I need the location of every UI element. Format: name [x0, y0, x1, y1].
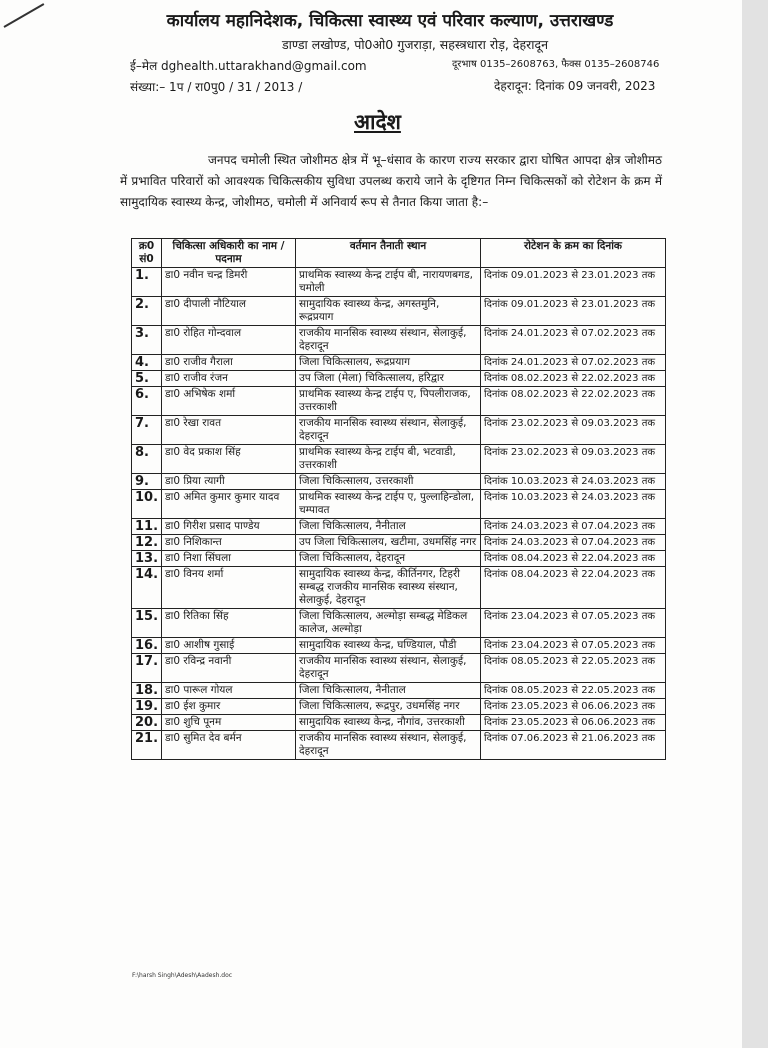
serial-cell: 5.	[132, 371, 162, 387]
posting-cell: जिला चिकित्सालय, नैनीताल	[296, 683, 481, 699]
serial-cell: 17.	[132, 654, 162, 683]
posting-cell: उप जिला (मेला) चिकित्सालय, हरिद्वार	[296, 371, 481, 387]
serial-cell: 21.	[132, 731, 162, 760]
table-row	[132, 609, 666, 638]
posting-cell: जिला चिकित्सालय, देहरादून	[296, 551, 481, 567]
officer-name-cell: डा0 राजीव रंजन	[162, 371, 296, 387]
table-row	[132, 445, 666, 474]
serial-cell: 4.	[132, 355, 162, 371]
rotation-date-cell: दिनांक 23.02.2023 से 09.03.2023 तक	[481, 445, 666, 474]
order-paragraph: जनपद चमोली स्थित जोशीमठ क्षेत्र में भू–धंसाव के कारण राज्य सरकार द्वारा घोषित आपदा क्षेत्र जोशीमठ में प्रभावित परिवारों को आवश्यक चिकित्सकीय सुविधा उपलब्ध कराये जाने के दृष्टिगत निम्न चिकित्सकों को रोटेशन के क्रम में सामुदायिक स्वास्थ्य केन्द्र, जोशीमठ, चमोली में अनिवार्य रूप से तैनात किया जाता है:–	[120, 153, 662, 209]
table-row	[132, 416, 666, 445]
posting-cell: राजकीय मानसिक स्वास्थ्य संस्थान, सेलाकुई, देहरादून	[296, 326, 481, 355]
serial-cell: 7.	[132, 416, 162, 445]
posting-cell: जिला चिकित्सालय, नैनीताल	[296, 519, 481, 535]
rotation-date-cell: दिनांक 24.03.2023 से 07.04.2023 तक	[481, 535, 666, 551]
officer-name-cell: डा0 अमित कुमार कुमार यादव	[162, 490, 296, 519]
header-officer: चिकित्सा अधिकारी का नाम / पदनाम	[162, 239, 296, 268]
serial-cell: 20.	[132, 715, 162, 731]
posting-cell: राजकीय मानसिक स्वास्थ्य संस्थान, सेलाकुई, देहरादून	[296, 416, 481, 445]
serial-cell: 1.	[132, 268, 162, 297]
rotation-date-cell: दिनांक 24.01.2023 से 07.02.2023 तक	[481, 355, 666, 371]
officer-name-cell: डा0 विनय शर्मा	[162, 567, 296, 609]
order-title: आदेश	[354, 110, 401, 134]
serial-cell: 13.	[132, 551, 162, 567]
table-row	[132, 638, 666, 654]
rotation-date-cell: दिनांक 09.01.2023 से 23.01.2023 तक	[481, 297, 666, 326]
rotation-date-cell: दिनांक 23.02.2023 से 09.03.2023 तक	[481, 416, 666, 445]
header-serial: क्र0 सं0	[132, 239, 162, 268]
table-row	[132, 387, 666, 416]
posting-cell: सामुदायिक स्वास्थ्य केन्द्र, कीर्तिनगर, टिहरी सम्बद्ध राजकीय मानसिक स्वास्थ्य संस्थान, सेलाकुई, देहरादून	[296, 567, 481, 609]
rotation-date-cell: दिनांक 24.01.2023 से 07.02.2023 तक	[481, 326, 666, 355]
officer-name-cell: डा0 निशिकान्त	[162, 535, 296, 551]
background-edge	[742, 0, 768, 1048]
officer-name-cell: डा0 पारूल गोयल	[162, 683, 296, 699]
table-row	[132, 654, 666, 683]
rotation-date-cell: दिनांक 23.04.2023 से 07.05.2023 तक	[481, 609, 666, 638]
table-row	[132, 567, 666, 609]
officer-name-cell: डा0 रितिका सिंह	[162, 609, 296, 638]
pen-mark	[4, 3, 45, 28]
serial-cell: 12.	[132, 535, 162, 551]
officer-name-cell: डा0 ईश कुमार	[162, 699, 296, 715]
table-row	[132, 371, 666, 387]
rotation-date-cell: दिनांक 09.01.2023 से 23.01.2023 तक	[481, 268, 666, 297]
posting-cell: जिला चिकित्सालय, रूद्रप्रयाग	[296, 355, 481, 371]
officer-name-cell: डा0 रविन्द्र नवानी	[162, 654, 296, 683]
officer-name-cell: डा0 रेखा रावत	[162, 416, 296, 445]
posting-cell: प्राथमिक स्वास्थ्य केन्द्र टाईप ए, पिपलीराजक, उत्तरकाशी	[296, 387, 481, 416]
rotation-date-cell: दिनांक 23.05.2023 से 06.06.2023 तक	[481, 715, 666, 731]
rotation-date-cell: दिनांक 08.02.2023 से 22.02.2023 तक	[481, 387, 666, 416]
posting-cell: उप जिला चिकित्सालय, खटीमा, उधमसिंह नगर	[296, 535, 481, 551]
officer-name-cell: डा0 अभिषेक शर्मा	[162, 387, 296, 416]
rotation-date-cell: दिनांक 23.04.2023 से 07.05.2023 तक	[481, 638, 666, 654]
officer-name-cell: डा0 दीपाली नौटियाल	[162, 297, 296, 326]
table-row	[132, 551, 666, 567]
rotation-date-cell: दिनांक 08.04.2023 से 22.04.2023 तक	[481, 567, 666, 609]
rotation-date-cell: दिनांक 07.06.2023 से 21.06.2023 तक	[481, 731, 666, 760]
table-row	[132, 699, 666, 715]
table-row	[132, 715, 666, 731]
table-row	[132, 535, 666, 551]
table-body	[132, 268, 666, 760]
officer-name-cell: डा0 राजीव गैराला	[162, 355, 296, 371]
rotation-date-cell: दिनांक 24.03.2023 से 07.04.2023 तक	[481, 519, 666, 535]
header-rotation-date: रोटेशन के क्रम का दिनांक	[481, 239, 666, 268]
header-posting: वर्तमान तैनाती स्थान	[296, 239, 481, 268]
office-email: ई–मेल dghealth.uttarakhand@gmail.com	[130, 59, 367, 73]
posting-cell: राजकीय मानसिक स्वास्थ्य संस्थान, सेलाकुई, देहरादून	[296, 731, 481, 760]
officer-name-cell: डा0 निशा सिंघला	[162, 551, 296, 567]
posting-cell: राजकीय मानसिक स्वास्थ्य संस्थान, सेलाकुई, देहरादून	[296, 654, 481, 683]
serial-cell: 14.	[132, 567, 162, 609]
rotation-date-cell: दिनांक 08.05.2023 से 22.05.2023 तक	[481, 654, 666, 683]
officer-name-cell: डा0 नवीन चन्द्र डिमरी	[162, 268, 296, 297]
rotation-date-cell: दिनांक 10.03.2023 से 24.03.2023 तक	[481, 474, 666, 490]
table-row	[132, 519, 666, 535]
rotation-table	[131, 238, 666, 760]
office-heading: कार्यालय महानिदेशक, चिकित्सा स्वास्थ्य एवं परिवार कल्याण, उत्तराखण्ड	[166, 11, 614, 31]
posting-cell: सामुदायिक स्वास्थ्य केन्द्र, घण्डियाल, पौडी	[296, 638, 481, 654]
officer-name-cell: डा0 शुचि पूनम	[162, 715, 296, 731]
posting-cell: जिला चिकित्सालय, रूद्रपुर, उधमसिंह नगर	[296, 699, 481, 715]
serial-cell: 11.	[132, 519, 162, 535]
table-row	[132, 490, 666, 519]
rotation-date-cell: दिनांक 08.04.2023 से 22.04.2023 तक	[481, 551, 666, 567]
table-row	[132, 731, 666, 760]
serial-cell: 10.	[132, 490, 162, 519]
officer-name-cell: डा0 सुमित देव बर्मन	[162, 731, 296, 760]
table-row	[132, 355, 666, 371]
officer-name-cell: डा0 गिरीश प्रसाद पाण्डेय	[162, 519, 296, 535]
order-date: देहरादून: दिनांक 09 जनवरी, 2023	[494, 79, 656, 93]
office-phone: दूरभाष 0135–2608763, फैक्स 0135–2608746	[452, 59, 660, 70]
posting-cell: जिला चिकित्सालय, अल्मोड़ा सम्बद्ध मेडिकल कालेज, अल्मोड़ा	[296, 609, 481, 638]
officer-name-cell: डा0 प्रिया त्यागी	[162, 474, 296, 490]
office-address: डाण्डा लखोण्ड, पो0ओ0 गुजराड़ा, सहस्त्रधारा रोड़, देहरादून	[281, 37, 549, 52]
officer-name-cell: डा0 रोहित गोन्दवाल	[162, 326, 296, 355]
serial-cell: 16.	[132, 638, 162, 654]
reference-number: संख्या:– 1प / रा0पु0 / 31 / 2013 /	[130, 80, 303, 94]
serial-cell: 15.	[132, 609, 162, 638]
posting-cell: प्राथमिक स्वास्थ्य केन्द्र टाईप बी, नारायणबगड, चमोली	[296, 268, 481, 297]
table-row	[132, 326, 666, 355]
serial-cell: 8.	[132, 445, 162, 474]
table-row	[132, 683, 666, 699]
table-row	[132, 268, 666, 297]
posting-cell: सामुदायिक स्वास्थ्य केन्द्र, नौगांव, उत्तरकाशी	[296, 715, 481, 731]
posting-cell: सामुदायिक स्वास्थ्य केन्द्र, अगस्तमुनि, रूद्रप्रयाग	[296, 297, 481, 326]
rotation-date-cell: दिनांक 23.05.2023 से 06.06.2023 तक	[481, 699, 666, 715]
table-header-row	[132, 239, 666, 268]
posting-cell: प्राथमिक स्वास्थ्य केन्द्र टाईप बी, भटवाडी, उत्तरकाशी	[296, 445, 481, 474]
officer-name-cell: डा0 वेद प्रकाश सिंह	[162, 445, 296, 474]
serial-cell: 19.	[132, 699, 162, 715]
serial-cell: 18.	[132, 683, 162, 699]
posting-cell: प्राथमिक स्वास्थ्य केन्द्र टाईप ए, पुल्लाहिन्डोला, चम्पावत	[296, 490, 481, 519]
serial-cell: 2.	[132, 297, 162, 326]
serial-cell: 3.	[132, 326, 162, 355]
file-path-footer: F:\harsh Singh\Adesh\Aadesh.doc	[132, 972, 233, 979]
rotation-date-cell: दिनांक 10.03.2023 से 24.03.2023 तक	[481, 490, 666, 519]
posting-cell: जिला चिकित्सालय, उत्तरकाशी	[296, 474, 481, 490]
serial-cell: 9.	[132, 474, 162, 490]
table-row	[132, 297, 666, 326]
rotation-date-cell: दिनांक 08.02.2023 से 22.02.2023 तक	[481, 371, 666, 387]
officer-name-cell: डा0 आशीष गुसाई	[162, 638, 296, 654]
serial-cell: 6.	[132, 387, 162, 416]
table-row	[132, 474, 666, 490]
rotation-date-cell: दिनांक 08.05.2023 से 22.05.2023 तक	[481, 683, 666, 699]
